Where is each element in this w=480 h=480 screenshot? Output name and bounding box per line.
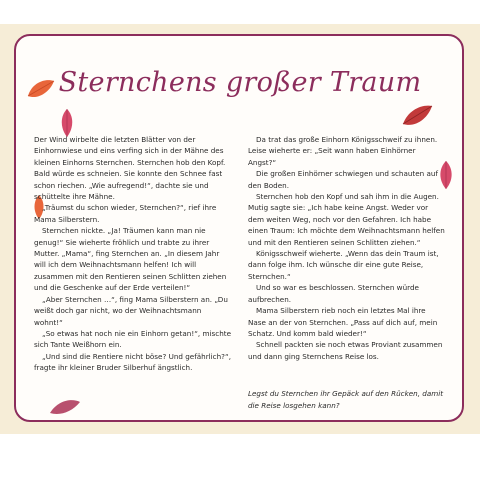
paragraph: Sternchen hob den Kopf und sah ihm in die Augen. Mutig sagte sie: „Ich habe keine Angst. Weder vor dem weiten Weg, noch vor den Gefahren. Ich habe einen Traum: Ich möchte dem Weihnachtsmann helfen und mit den Rentieren seinen Schlitten ziehen.“ <box>248 192 445 247</box>
right-column <box>248 134 445 411</box>
reader-question: Legst du Sternchen ihr Gepäck auf den Rücken, damit die Reise losgehen kann? <box>248 389 444 410</box>
book-page <box>0 24 480 434</box>
paragraph: Der Wind wirbelte die letzten Blätter von der Einhornwiese und eins verfing sich in der Mähne des kleinen Einhorns Sternchen. Sternchen hob den Kopf. Bald würde es schneien. Sie konnte den Schnee fast schon riechen. „Wie aufregend!“, dachte sie und schüttelte ihre Mähne. <box>34 135 226 202</box>
paragraph: Schnell packten sie noch etwas Proviant zusammen und dann ging Sternchens Reise los. <box>248 340 443 361</box>
paragraph: „Träumst du schon wieder, Sternchen?“, rief ihre Mama Silberstern. <box>34 203 217 224</box>
paragraph: Sternchen nickte. „Ja! Träumen kann man nie genug!“ Sie wieherte fröhlich und trabte zu ihrer Mutter. „Mama“, fing Sternchen an. „In diesem Jahr will ich dem Weihnachtsmann helfen! Ich will zusammen mit den Rentieren seinen Schlitten ziehen und die Geschenke auf der Erde verteilen!“ <box>34 226 227 293</box>
paragraph: Und so war es beschlossen. Sternchen würde aufbrechen. <box>248 283 419 304</box>
story-title: Sternchens großer Traum <box>58 67 422 98</box>
paragraph: Mama Silberstern rieb noch ein letztes Mal ihre Nase an der von Sternchen. „Pass auf dich auf, mein Schatz. Und komm bald wieder!“ <box>248 306 438 338</box>
paragraph: Da trat das große Einhorn Königsschweif zu ihnen. Leise wieherte er: „Seit wann haben Einhörner Angst?“ <box>248 135 438 167</box>
paragraph: Königsschweif wieherte. „Wenn das dein Traum ist, dann folge ihm. Ich wünsche dir eine gute Reise, Sternchen.“ <box>248 249 439 281</box>
paragraph: „Aber Sternchen …“, fing Mama Silberstern an. „Du weißt doch gar nicht, wo der Weihnachtsmann wohnt!“ <box>34 294 228 327</box>
paragraph: „So etwas hat noch nie ein Einhorn getan!“, mischte sich Tante Weißhorn ein. <box>34 328 231 350</box>
left-column <box>34 134 231 374</box>
leaf-icon <box>48 398 82 416</box>
paragraph: Die großen Einhörner schwiegen und schauten auf den Boden. <box>248 169 438 190</box>
leaf-icon <box>400 102 434 128</box>
paragraph: „Und sind die Rentiere nicht böse? Und gefährlich?“, fragte ihr kleiner Bruder Silberhuf ängstlich. <box>34 351 231 373</box>
